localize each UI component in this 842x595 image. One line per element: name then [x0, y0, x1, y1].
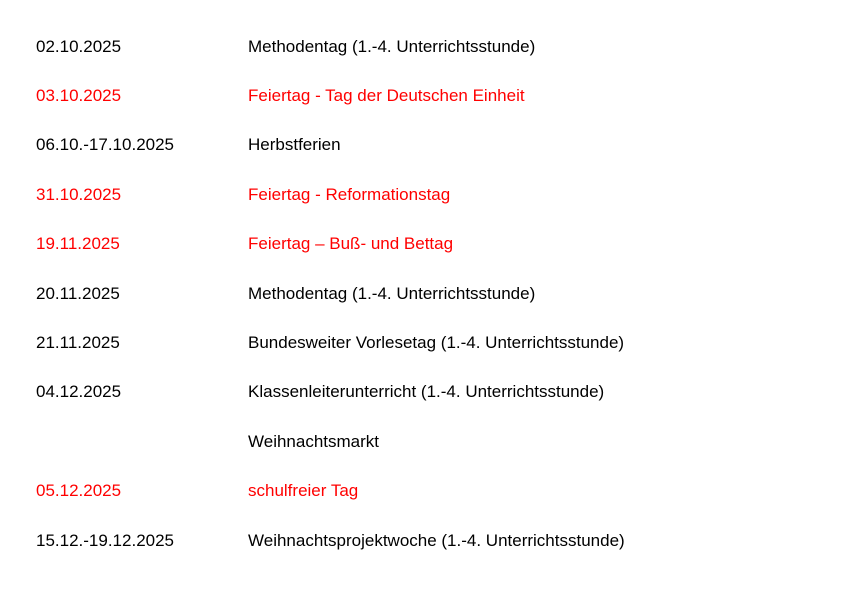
- entry-date: 05.12.2025: [36, 481, 122, 500]
- entry-event: Weihnachtsmarkt: [248, 432, 380, 451]
- entry-event: Weihnachtsprojektwoche (1.-4. Unterrichtsstunde): [248, 531, 625, 550]
- schedule-row: [0, 133, 842, 157]
- schedule-row: [0, 380, 842, 404]
- schedule-row-holiday: [0, 183, 842, 207]
- entry-date: 19.11.2025: [36, 234, 120, 253]
- entry-event: schulfreier Tag: [248, 481, 359, 500]
- entry-date: 20.11.2025: [36, 284, 120, 303]
- schedule-row: [0, 282, 842, 306]
- entry-date: 06.10.-17.10.2025: [36, 135, 175, 154]
- entry-event: Methodentag (1.-4. Unterrichtsstunde): [248, 284, 536, 303]
- schedule-row-holiday: [0, 84, 842, 108]
- entry-date: 15.12.-19.12.2025: [36, 531, 175, 550]
- schedule-row-holiday: [0, 479, 842, 503]
- entry-date: 21.11.2025: [36, 333, 120, 352]
- entry-date: 02.10.2025: [36, 37, 122, 56]
- entry-date: 31.10.2025: [36, 185, 122, 204]
- entry-date: 04.12.2025: [36, 382, 122, 401]
- schedule-row: [0, 529, 842, 553]
- schedule-row: [0, 331, 842, 355]
- schedule-row-holiday: [0, 232, 842, 256]
- entry-event: Klassenleiterunterricht (1.-4. Unterrichtsstunde): [248, 382, 605, 401]
- entry-event: Bundesweiter Vorlesetag (1.-4. Unterrichtsstunde): [248, 333, 625, 352]
- schedule-row: [0, 35, 842, 59]
- entry-event: Herbstferien: [248, 135, 341, 154]
- entry-event: Feiertag - Reformationstag: [248, 185, 451, 204]
- entry-event: Methodentag (1.-4. Unterrichtsstunde): [248, 37, 536, 56]
- entry-event: Feiertag - Tag der Deutschen Einheit: [248, 86, 525, 105]
- entry-date: 03.10.2025: [36, 86, 122, 105]
- entry-event: Feiertag – Buß- und Bettag: [248, 234, 454, 253]
- schedule-row: [0, 430, 842, 454]
